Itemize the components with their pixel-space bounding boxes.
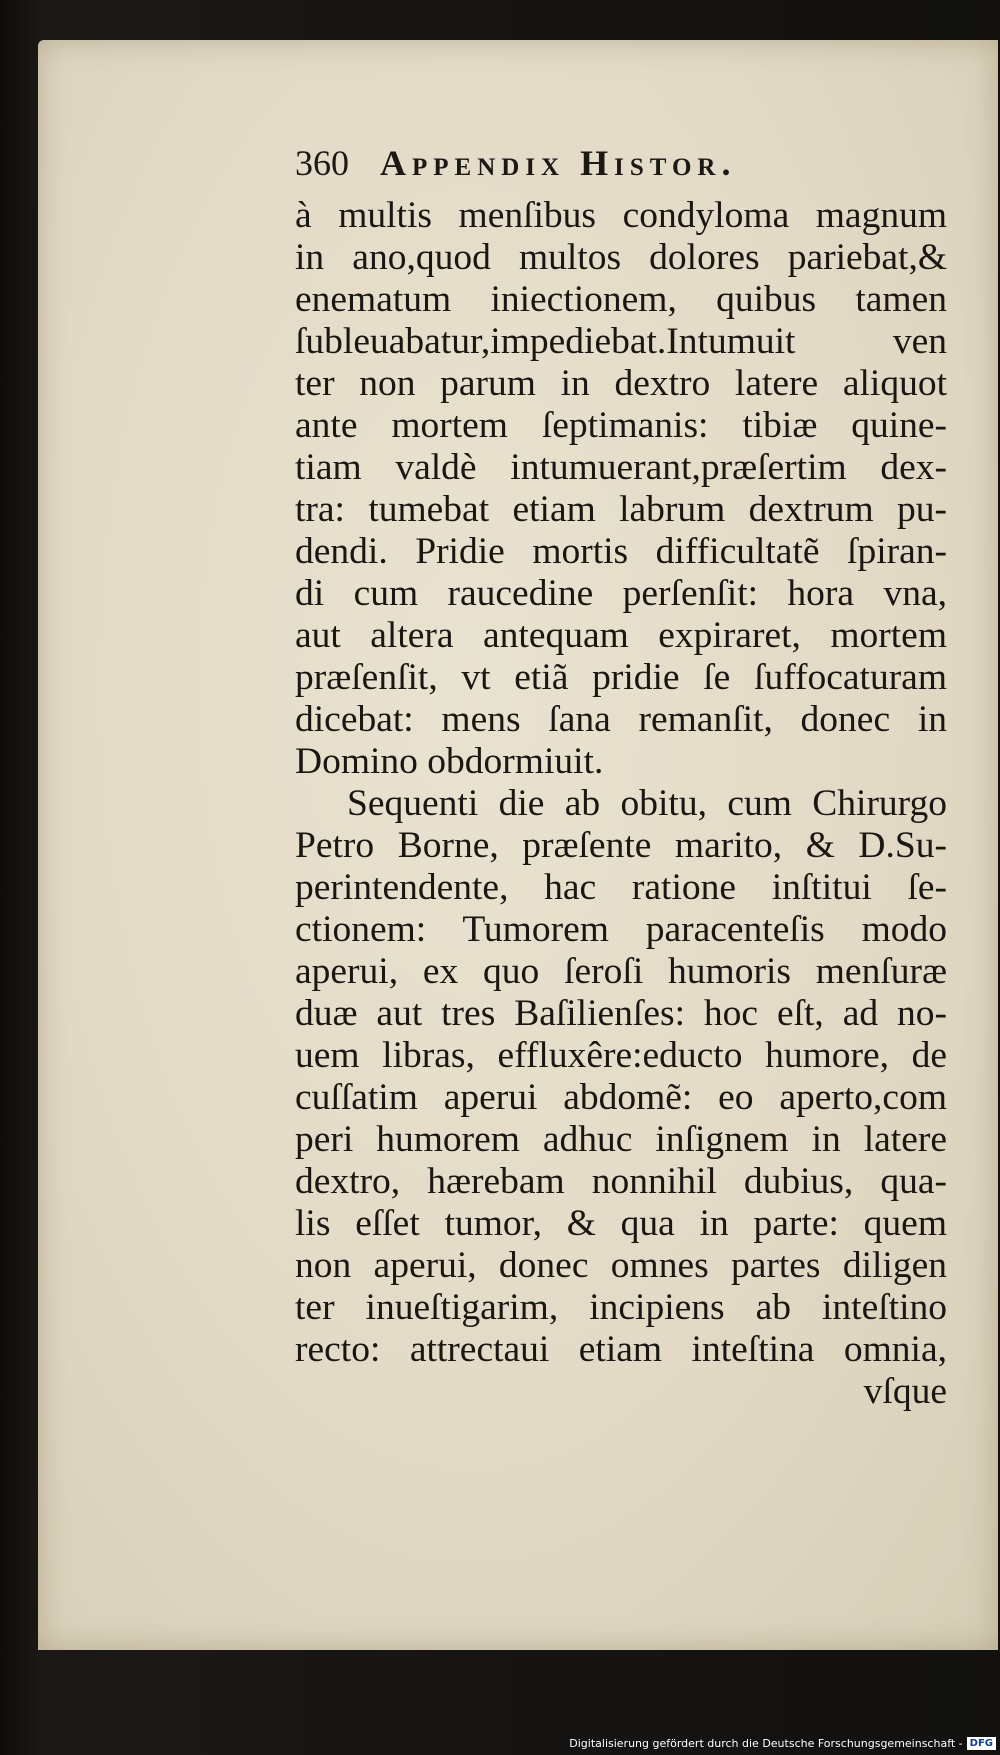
page-number: 360 xyxy=(295,143,349,183)
text-line: perintendente, hac ratione inſtitui ſe- xyxy=(295,867,947,908)
text-line: præſenſit, vt etiã pridie ſe ſuffocaturam xyxy=(295,657,947,698)
text-line: recto: attrectaui etiam inteſtina omnia, xyxy=(295,1329,947,1370)
credit-text: Digitalisierung gefördert durch die Deutsche Forschungsgemeinschaft - xyxy=(569,1737,963,1750)
text-line: Petro Borne, præſente marito, & D.Su- xyxy=(295,825,947,866)
text-line: dendi. Pridie mortis difficultatẽ ſpiran- xyxy=(295,531,947,572)
text-line: peri humorem adhuc inſignem in latere xyxy=(295,1119,947,1160)
text-line: enematum iniectionem, quibus tamen xyxy=(295,279,947,320)
text-line: ante mortem ſeptimanis: tibiæ quine- xyxy=(295,405,947,446)
text-line: ctionem: Tumorem paracenteſis modo xyxy=(295,909,947,950)
catchword: vſque xyxy=(863,1371,947,1412)
text-line: aperui, ex quo ſeroſi humoris menſuræ xyxy=(295,951,947,992)
text-line: uem libras, effluxêre:educto humore, de xyxy=(295,1035,947,1076)
running-head xyxy=(295,142,736,184)
text-line: aut altera antequam expiraret, mortem xyxy=(295,615,947,656)
running-title: Appendix Histor. xyxy=(380,143,737,183)
text-line: di cum raucedine perſenſit: hora vna, xyxy=(295,573,947,614)
text-line: Domino obdormiuit. xyxy=(295,741,604,782)
text-line: ter non parum in dextro latere aliquot xyxy=(295,363,947,404)
text-line: ſubleuabatur,impediebat.Intumuit ven xyxy=(295,321,947,362)
text-line: in ano,quod multos dolores pariebat,& xyxy=(295,237,947,278)
text-line: non aperui, donec omnes partes diligen xyxy=(295,1245,947,1286)
text-line: cuſſatim aperui abdomẽ: eo aperto,com xyxy=(295,1077,947,1118)
paragraph-start-line: Sequenti die ab obitu, cum Chirurgo xyxy=(347,783,947,824)
text-line: lis eſſet tumor, & qua in parte: quem xyxy=(295,1203,947,1244)
digitization-credit xyxy=(569,1737,996,1750)
text-line: dextro, hærebam nonnihil dubius, qua- xyxy=(295,1161,947,1202)
text-line: tra: tumebat etiam labrum dextrum pu- xyxy=(295,489,947,530)
text-line: ter inueſtigarim, incipiens ab inteſtino xyxy=(295,1287,947,1328)
body-text xyxy=(295,195,947,1413)
text-line: à multis menſibus condyloma magnum xyxy=(295,195,947,236)
text-line: duæ aut tres Baſilienſes: hoc eſt, ad no- xyxy=(295,993,947,1034)
text-line: dicebat: mens ſana remanſit, donec in xyxy=(295,699,947,740)
text-line: tiam valdè intumuerant,præſertim dex- xyxy=(295,447,947,488)
dfg-logo: DFG xyxy=(967,1737,996,1750)
